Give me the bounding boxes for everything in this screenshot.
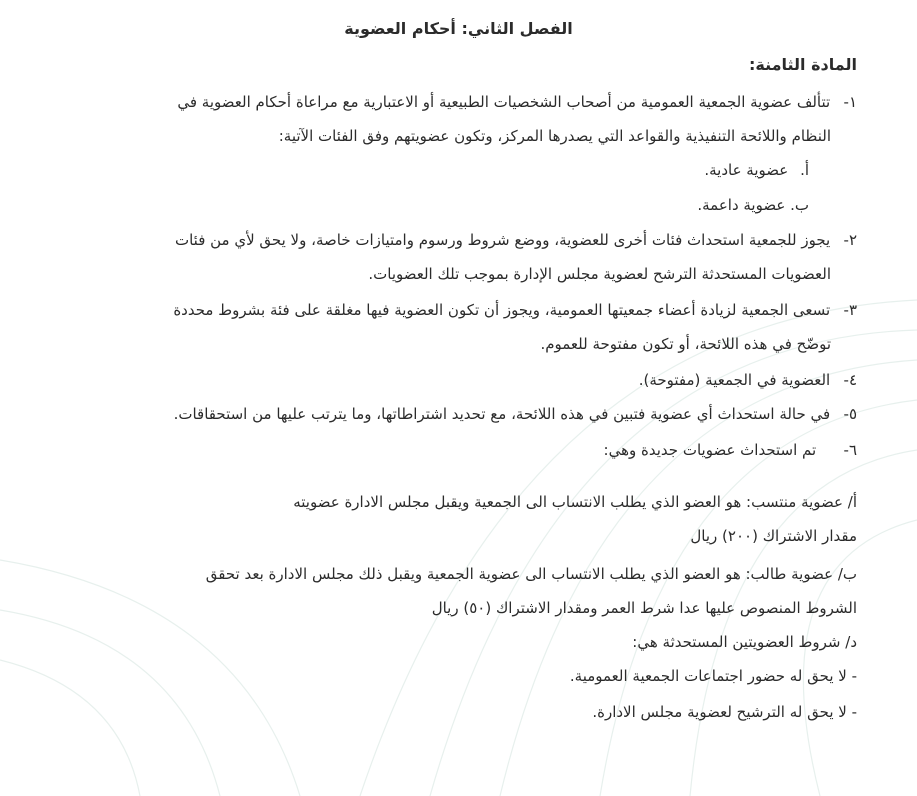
list-item [40,228,857,252]
item-text: تم استحداث عضويات جديدة وهي: [603,441,817,459]
item-number: ٤- [843,371,857,389]
item-text: العضوية في الجمعية (مفتوحة). [638,371,831,389]
item-number: ٦- [843,441,857,459]
item-number: ٣- [843,301,857,319]
chapter-title: الفصل الثاني: أحكام العضوية [344,19,573,38]
list-item [40,402,857,426]
item-number: ٥- [843,405,857,423]
item-text: تتألف عضوية الجمعية العمومية من أصحاب الشخصيات الطبيعية أو الاعتبارية مع مراعاة أحكام العضوية في [177,93,831,111]
list-item [40,90,857,114]
item-text-continued: العضويات المستحدثة الترشح لعضوية مجلس الإدارة بموجب تلك العضويات. [368,265,831,283]
item-text-continued: النظام واللائحة التنفيذية والقواعد التي يصدرها المركز، وتكون عضويتهم وفق الفئات الآتية: [278,127,831,145]
sub-item [40,193,809,217]
membership-definition: ب/ عضوية طالب: هو العضو الذي يطلب الانتساب الى عضوية الجمعية ويقبل ذلك مجلس الادارة بعد تحقق [205,565,857,583]
membership-fee: الشروط المنصوص عليها عدا شرط العمر ومقدار الاشتراك (٥٠) ريال [431,599,857,617]
sub-item [40,158,809,182]
sub-item-text: عضوية عادية. [704,161,789,179]
article-title: المادة الثامنة: [748,55,857,74]
item-text: يجوز للجمعية استحداث فئات أخرى للعضوية، ووضع شروط ورسوم وامتيازات خاصة، ولا يحق لأي من فئات [174,231,831,249]
list-item [40,298,857,322]
condition-item: - لا يحق له الترشيح لعضوية مجلس الادارة. [592,703,857,721]
item-text-continued: توضّح في هذه اللائحة، أو تكون مفتوحة للعموم. [540,335,831,353]
condition-item: - لا يحق له حضور اجتماعات الجمعية العمومية. [569,667,857,685]
sub-item-letter: ب. [790,196,809,214]
item-text: في حالة استحداث أي عضوية فتبين في هذه اللائحة، مع تحديد اشتراطاتها، وما يترتب عليها من استحقاقات. [173,405,831,423]
list-item [40,438,857,462]
membership-fee: مقدار الاشتراك (٢٠٠) ريال [690,527,857,545]
conditions-heading: د/ شروط العضويتين المستحدثة هي: [632,633,857,651]
membership-definition: أ/ عضوية منتسب: هو العضو الذي يطلب الانتساب الى الجمعية ويقبل مجلس الادارة عضويته [293,493,857,511]
item-text: تسعى الجمعية لزيادة أعضاء جمعيتها العمومية، ويجوز أن تكون العضوية فيها مغلقة على فئة بشروط محددة [173,301,831,319]
list-item [40,368,857,392]
item-number: ١- [843,93,857,111]
item-number: ٢- [843,231,857,249]
sub-item-letter: أ. [800,161,809,179]
sub-item-text: عضوية داعمة. [697,196,786,214]
